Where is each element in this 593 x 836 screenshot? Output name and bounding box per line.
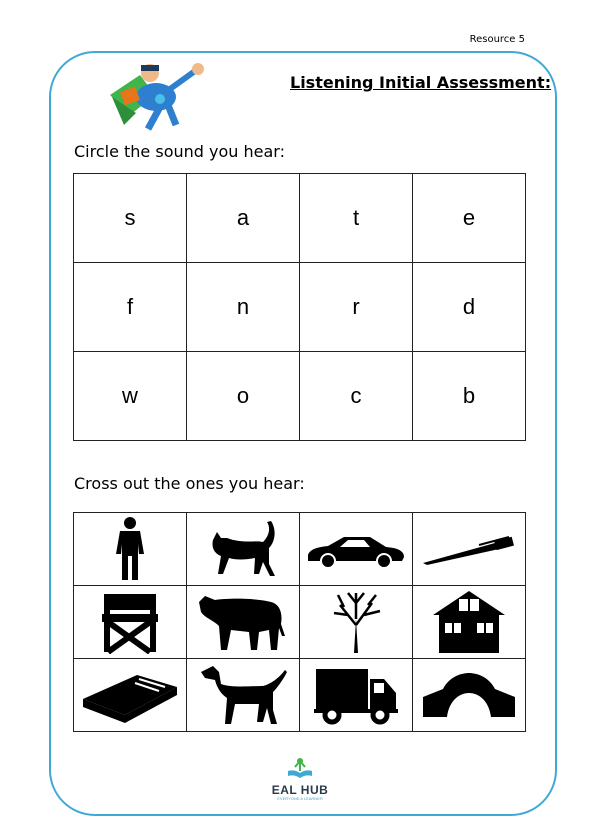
- pen-icon: [417, 529, 521, 569]
- letter-cell[interactable]: a: [187, 174, 300, 263]
- letters-grid: [73, 173, 526, 441]
- van-icon: [312, 665, 400, 725]
- picture-cell[interactable]: [300, 586, 413, 659]
- car-icon: [304, 529, 408, 569]
- letter-cell[interactable]: b: [413, 352, 526, 441]
- superhero-illustration: [100, 55, 210, 137]
- man-icon: [110, 516, 150, 582]
- cross-out-instruction: Cross out the ones you hear:: [74, 474, 305, 493]
- letter-cell[interactable]: d: [413, 263, 526, 352]
- picture-cell[interactable]: [300, 513, 413, 586]
- picture-cell[interactable]: [187, 586, 300, 659]
- tree-icon: [326, 589, 386, 655]
- letter-cell[interactable]: t: [300, 174, 413, 263]
- picture-cell[interactable]: [74, 586, 187, 659]
- letter-cell[interactable]: s: [74, 174, 187, 263]
- dog-icon: [197, 662, 289, 728]
- picture-cell[interactable]: [187, 659, 300, 732]
- letter-cell[interactable]: r: [300, 263, 413, 352]
- bed-icon: [79, 665, 181, 725]
- letter-cell[interactable]: o: [187, 352, 300, 441]
- bridge-icon: [421, 671, 517, 719]
- picture-cell[interactable]: [74, 659, 187, 732]
- picture-cell[interactable]: [187, 513, 300, 586]
- picture-cell[interactable]: [74, 513, 187, 586]
- picture-cell[interactable]: [413, 586, 526, 659]
- letter-cell[interactable]: c: [300, 352, 413, 441]
- book-tree-icon: [285, 757, 315, 779]
- eal-hub-logo: [262, 757, 338, 803]
- resource-label: Resource 5: [469, 34, 525, 45]
- letter-cell[interactable]: n: [187, 263, 300, 352]
- picture-cell[interactable]: [413, 659, 526, 732]
- cow-icon: [195, 590, 291, 654]
- page-title: Listening Initial Assessment:: [290, 73, 552, 92]
- cat-icon: [203, 518, 283, 580]
- circle-instruction: Circle the sound you hear:: [74, 142, 285, 161]
- logo-tagline: EVERYONE A LEARNER: [277, 796, 323, 801]
- picture-cell[interactable]: [413, 513, 526, 586]
- letter-cell[interactable]: f: [74, 263, 187, 352]
- letter-cell[interactable]: w: [74, 352, 187, 441]
- picture-cell[interactable]: [300, 659, 413, 732]
- letter-cell[interactable]: e: [413, 174, 526, 263]
- chair-icon: [100, 590, 160, 654]
- logo-name: EAL HUB: [271, 783, 329, 797]
- pictures-grid: [73, 512, 526, 732]
- house-icon: [431, 589, 507, 655]
